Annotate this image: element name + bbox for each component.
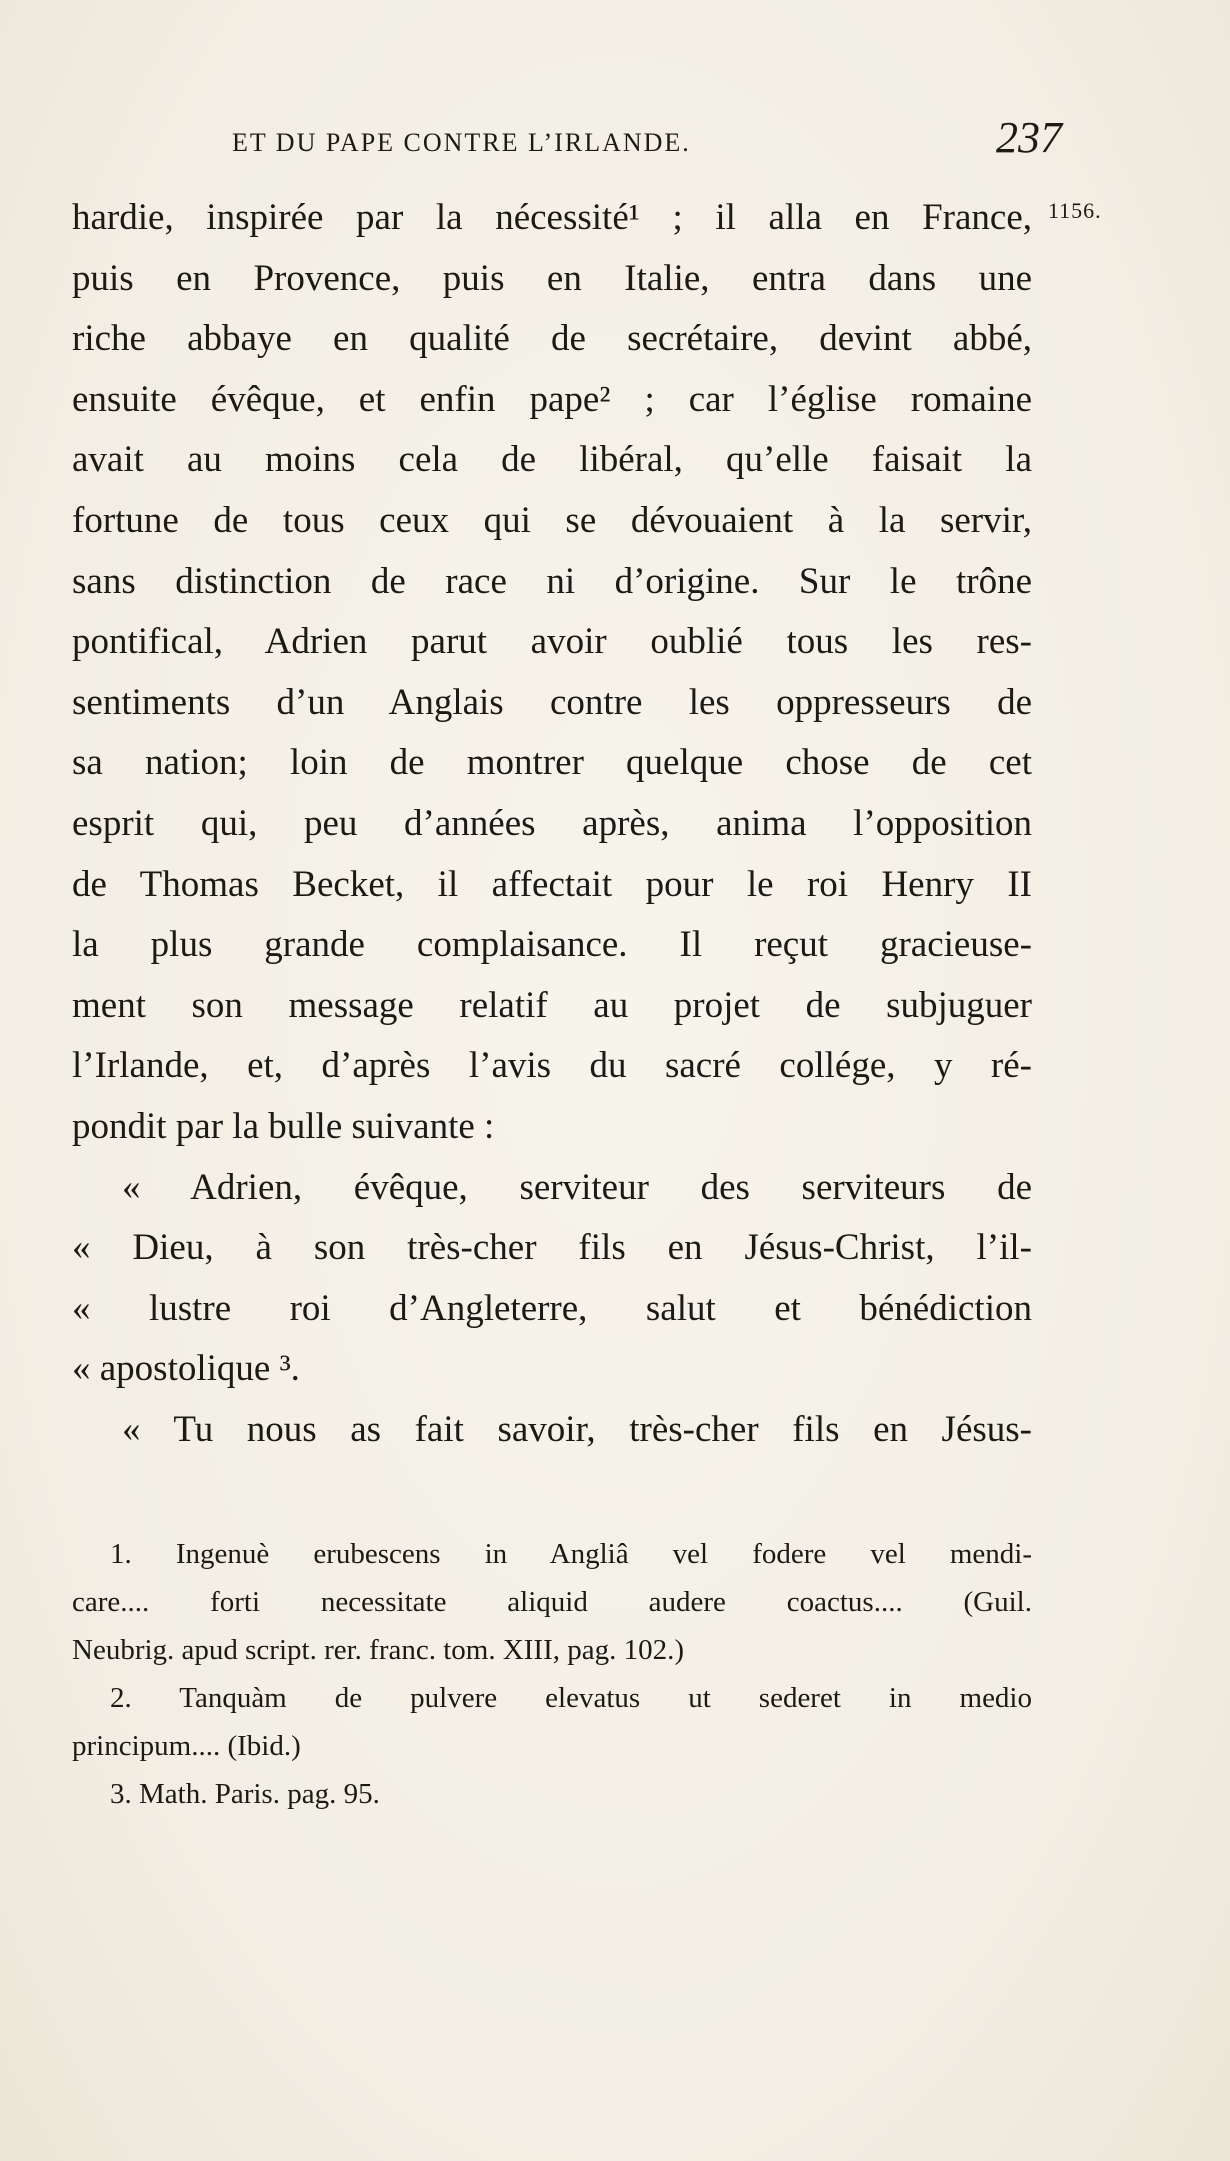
- footnote-line: Neubrig. apud script. rer. franc. tom. XIII, pag. 102.): [72, 1634, 685, 1666]
- footnote-line: 2. Tanquàm de pulvere elevatus ut sederet in medio: [110, 1682, 1032, 1714]
- body-line: sa nation; loin de montrer quelque chose de cet: [72, 742, 1032, 784]
- body-line: « Dieu, à son très-cher fils en Jésus-Christ, l’il-: [72, 1227, 1032, 1269]
- body-line: pondit par la bulle suivante :: [72, 1105, 495, 1147]
- footnotes: [72, 1530, 1032, 1818]
- footnote-line: 3. Math. Paris. pag. 95.: [110, 1778, 380, 1810]
- page-header: [232, 113, 1062, 178]
- body-line: la plus grande complaisance. Il reçut gracieuse-: [72, 924, 1032, 966]
- body-line: pontifical, Adrien parut avoir oublié tous les res-: [72, 621, 1032, 663]
- footnote-line: 1. Ingenuè erubescens in Angliâ vel fodere vel mendi-: [110, 1538, 1032, 1570]
- body-line: riche abbaye en qualité de secrétaire, devint abbé,: [72, 318, 1032, 360]
- body-line: « Tu nous as fait savoir, très-cher fils en Jésus-: [122, 1408, 1032, 1450]
- body-text: [72, 188, 1032, 1460]
- margin-year-note: 1156.: [1048, 198, 1102, 223]
- footnote-line: principum.... (Ibid.): [72, 1730, 301, 1762]
- body-line: sentiments d’un Anglais contre les oppresseurs de: [72, 681, 1032, 723]
- footnote-line: care.... forti necessitate aliquid audere coactus.... (Guil.: [72, 1586, 1032, 1618]
- body-line: hardie, inspirée par la nécessité¹ ; il alla en France,: [72, 197, 1032, 238]
- running-head: ET DU PAPE CONTRE L’IRLANDE.: [232, 128, 691, 157]
- body-line: puis en Provence, puis en Italie, entra dans une: [72, 257, 1032, 299]
- body-line: sans distinction de race ni d’origine. Sur le trône: [72, 560, 1032, 602]
- body-line: « Adrien, évêque, serviteur des serviteurs de: [122, 1166, 1032, 1208]
- body-line: l’Irlande, et, d’après l’avis du sacré collége, y ré-: [72, 1045, 1032, 1087]
- page-number: 237: [996, 113, 1062, 162]
- body-line: de Thomas Becket, il affectait pour le roi Henry II: [72, 863, 1032, 905]
- body-line: fortune de tous ceux qui se dévouaient à la servir,: [72, 499, 1032, 541]
- body-line: « lustre roi d’Angleterre, salut et bénédiction: [72, 1287, 1032, 1329]
- body-line: esprit qui, peu d’années après, anima l’opposition: [72, 802, 1032, 844]
- body-line: « apostolique ³.: [72, 1348, 300, 1390]
- body-line: ment son message relatif au projet de subjuguer: [72, 984, 1032, 1026]
- body-line: avait au moins cela de libéral, qu’elle faisait la: [72, 439, 1032, 481]
- body-line: ensuite évêque, et enfin pape² ; car l’église romaine: [72, 378, 1032, 420]
